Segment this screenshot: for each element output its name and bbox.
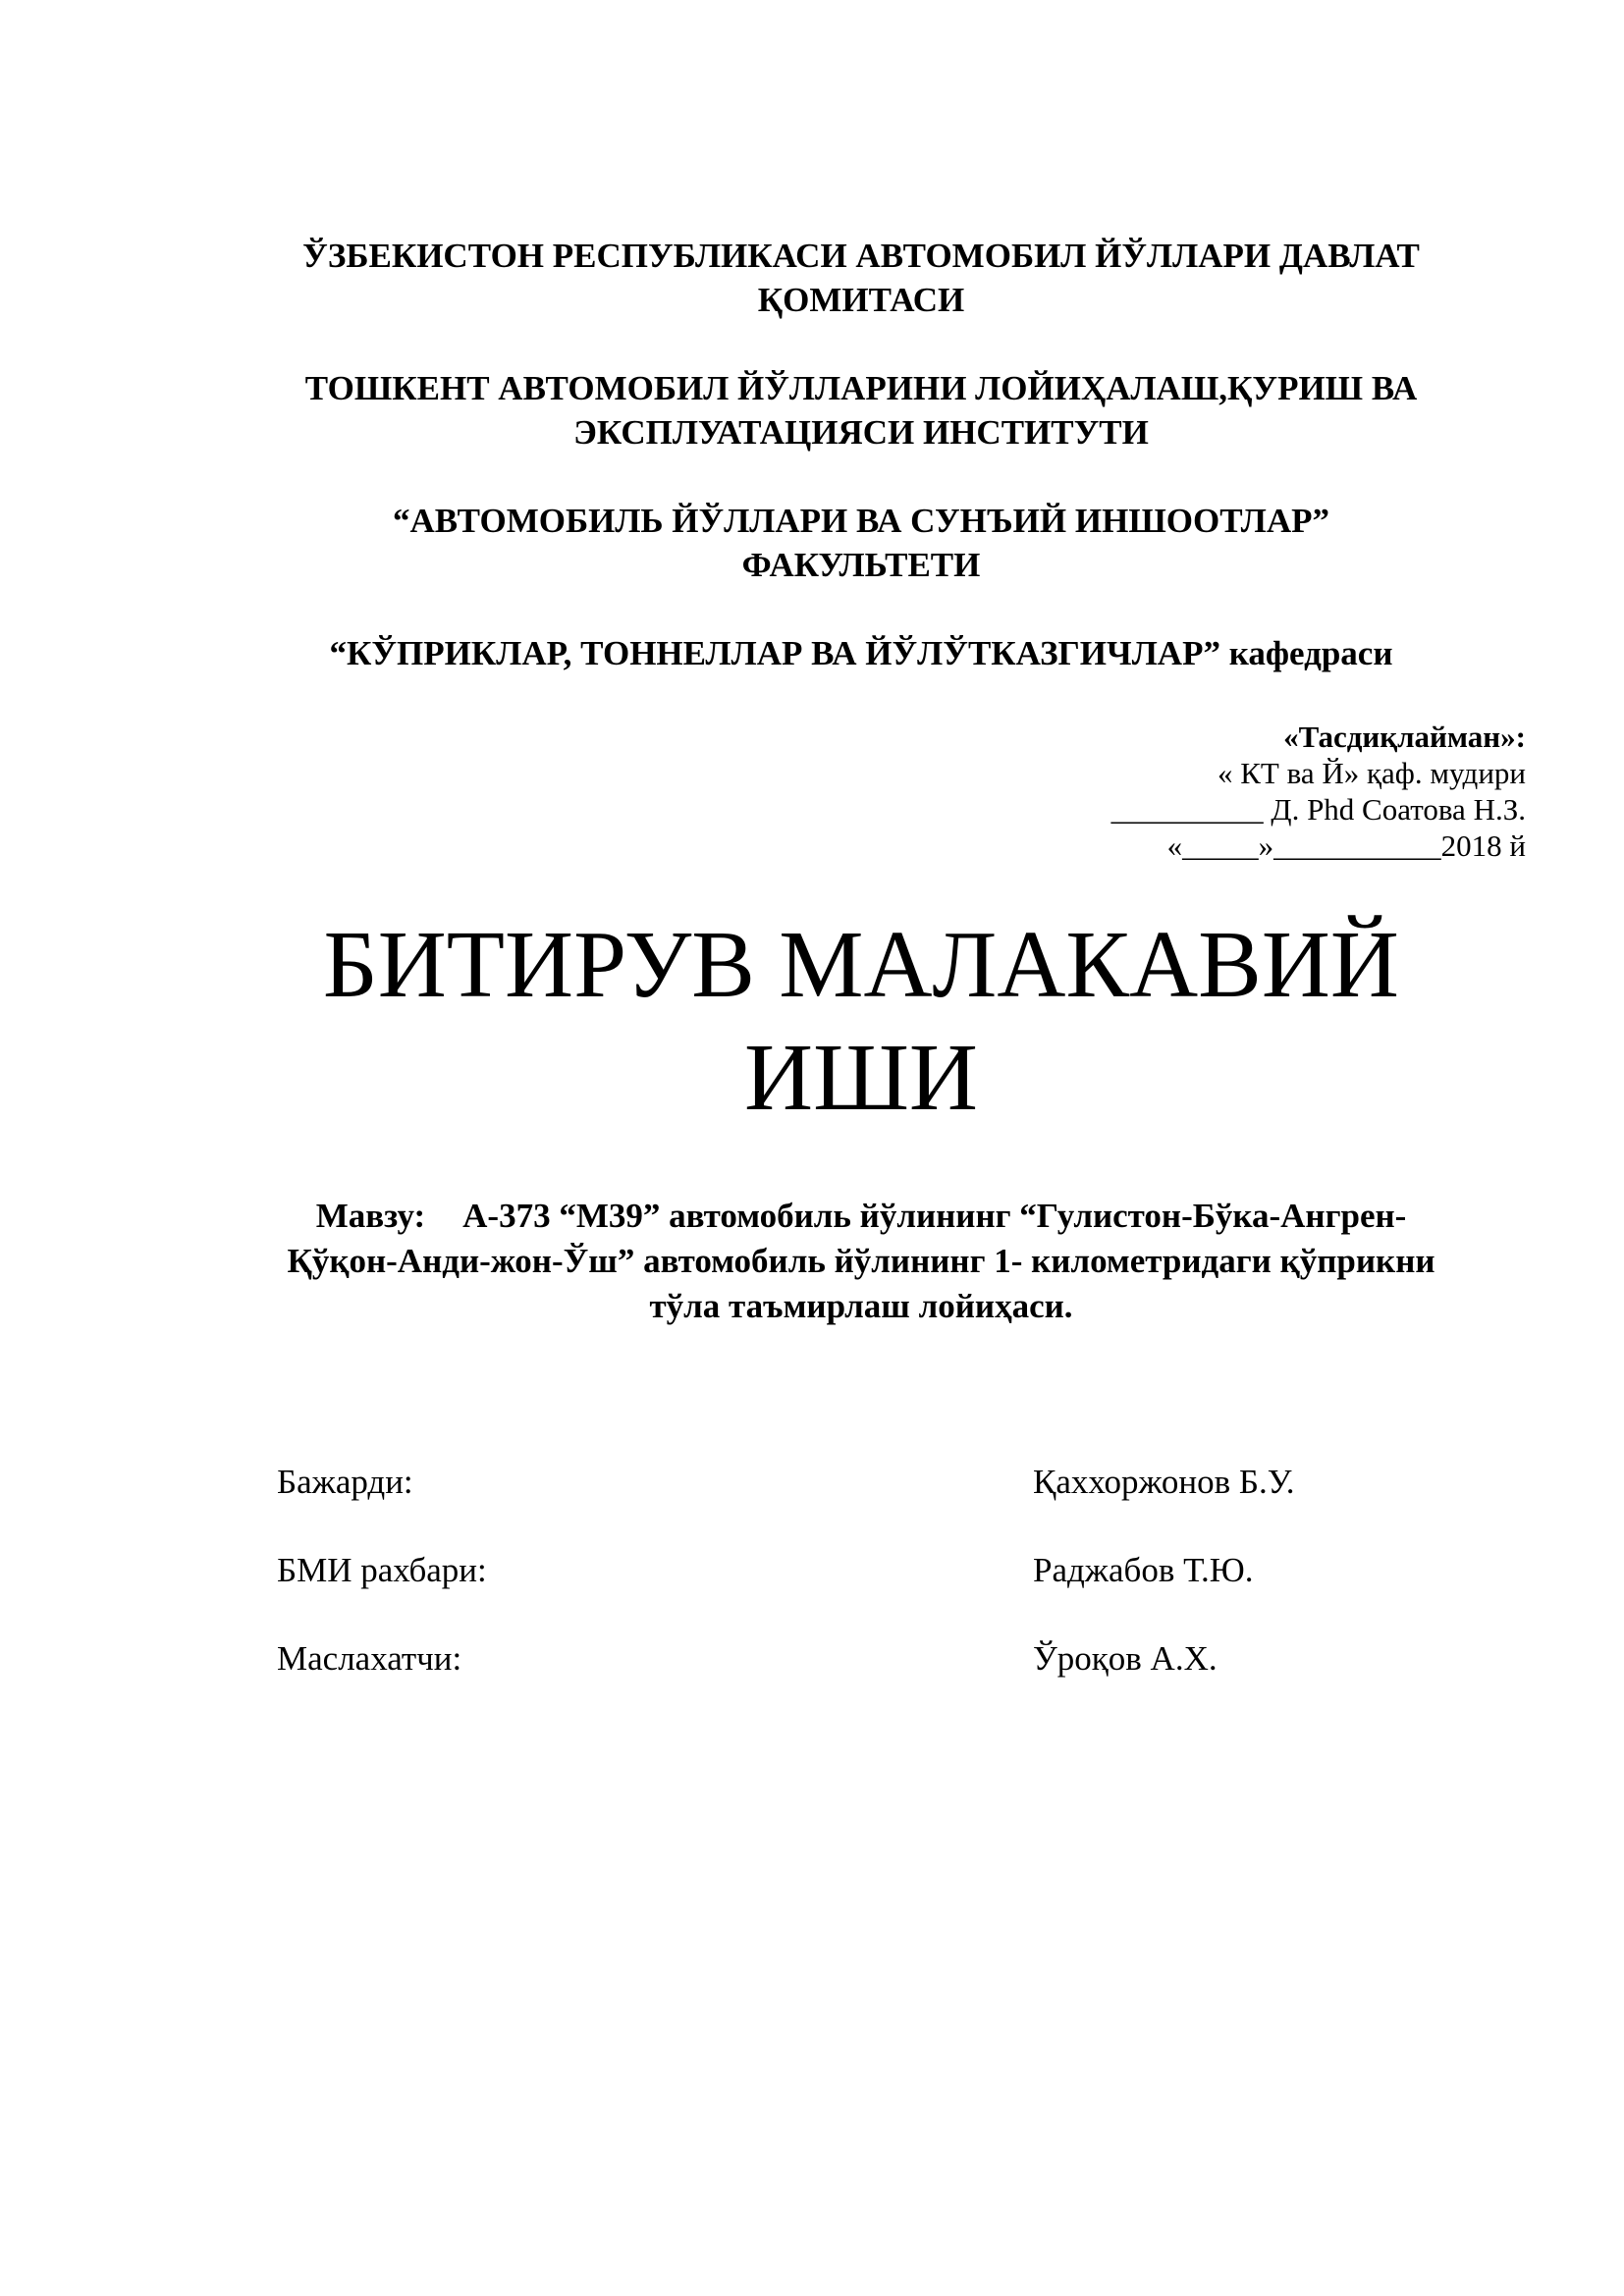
title-line-1: БИТИРУВ МАЛАКАВИЙ — [323, 912, 1399, 1017]
committee-heading — [196, 234, 1526, 322]
committee-line-2: ҚОМИТАСИ — [757, 281, 965, 319]
institute-heading — [196, 366, 1526, 454]
approval-position: « КТ ва Й» қаф. мудири — [1217, 756, 1526, 790]
document-title — [196, 908, 1526, 1134]
topic-label: Мавзу: — [315, 1197, 426, 1235]
topic-line-1: А-373 “М39” автомобиль йўлининг “Гулистон-Бўка-Ангрен- — [462, 1197, 1407, 1235]
signature-role-executor: Бажарди: — [277, 1463, 413, 1501]
topic-line-2: Қўқон-Анди-жон-Ўш” автомобиль йўлининг 1- километридаги қўприкни — [287, 1242, 1435, 1280]
approval-heading: «Тасдиқлайман»: — [1283, 720, 1526, 754]
approval-date: «_____»___________2018 й — [1166, 828, 1526, 863]
topic-line-3: тўла таъмирлаш лойиҳаси. — [649, 1287, 1073, 1325]
signature-role-supervisor: БМИ рахбари: — [277, 1551, 487, 1589]
topic-line-1-wrap — [196, 1194, 1526, 1239]
department-heading — [196, 631, 1526, 675]
institute-line-2: ЭКСПЛУАТАЦИЯСИ ИНСТИТУТИ — [573, 413, 1149, 452]
faculty-heading — [196, 499, 1526, 587]
committee-line-1: ЎЗБЕКИСТОН РЕСПУБЛИКАСИ АВТОМОБИЛ ЙЎЛЛАРИ ДАВЛАТ — [302, 237, 1420, 275]
department-line: “КЎПРИКЛАР, ТОННЕЛЛАР ВА ЙЎЛЎТКАЗГИЧЛАР” кафедраси — [329, 634, 1393, 672]
signature-name-executor: Қаххоржонов Б.У. — [1033, 1463, 1295, 1501]
signature-role-consultant: Маслахатчи: — [277, 1639, 462, 1678]
institute-line-1: ТОШКЕНТ АВТОМОБИЛ ЙЎЛЛАРИНИ ЛОЙИҲАЛАШ,ҚУРИШ ВА — [304, 369, 1418, 407]
faculty-line-2: ФАКУЛЬТЕТИ — [741, 546, 981, 584]
approval-signatory: __________ Д. Phd Соатова Н.З. — [1110, 792, 1526, 827]
faculty-line-1: “АВТОМОБИЛЬ ЙЎЛЛАРИ ВА СУНЪИЙ ИНШООТЛАР” — [392, 502, 1330, 540]
approval-block — [839, 719, 1526, 864]
title-line-2: ИШИ — [744, 1025, 978, 1130]
signature-name-supervisor: Раджабов Т.Ю. — [1033, 1551, 1254, 1589]
topic-block — [196, 1194, 1526, 1329]
signature-name-consultant: Ўроқов А.Х. — [1033, 1639, 1218, 1678]
